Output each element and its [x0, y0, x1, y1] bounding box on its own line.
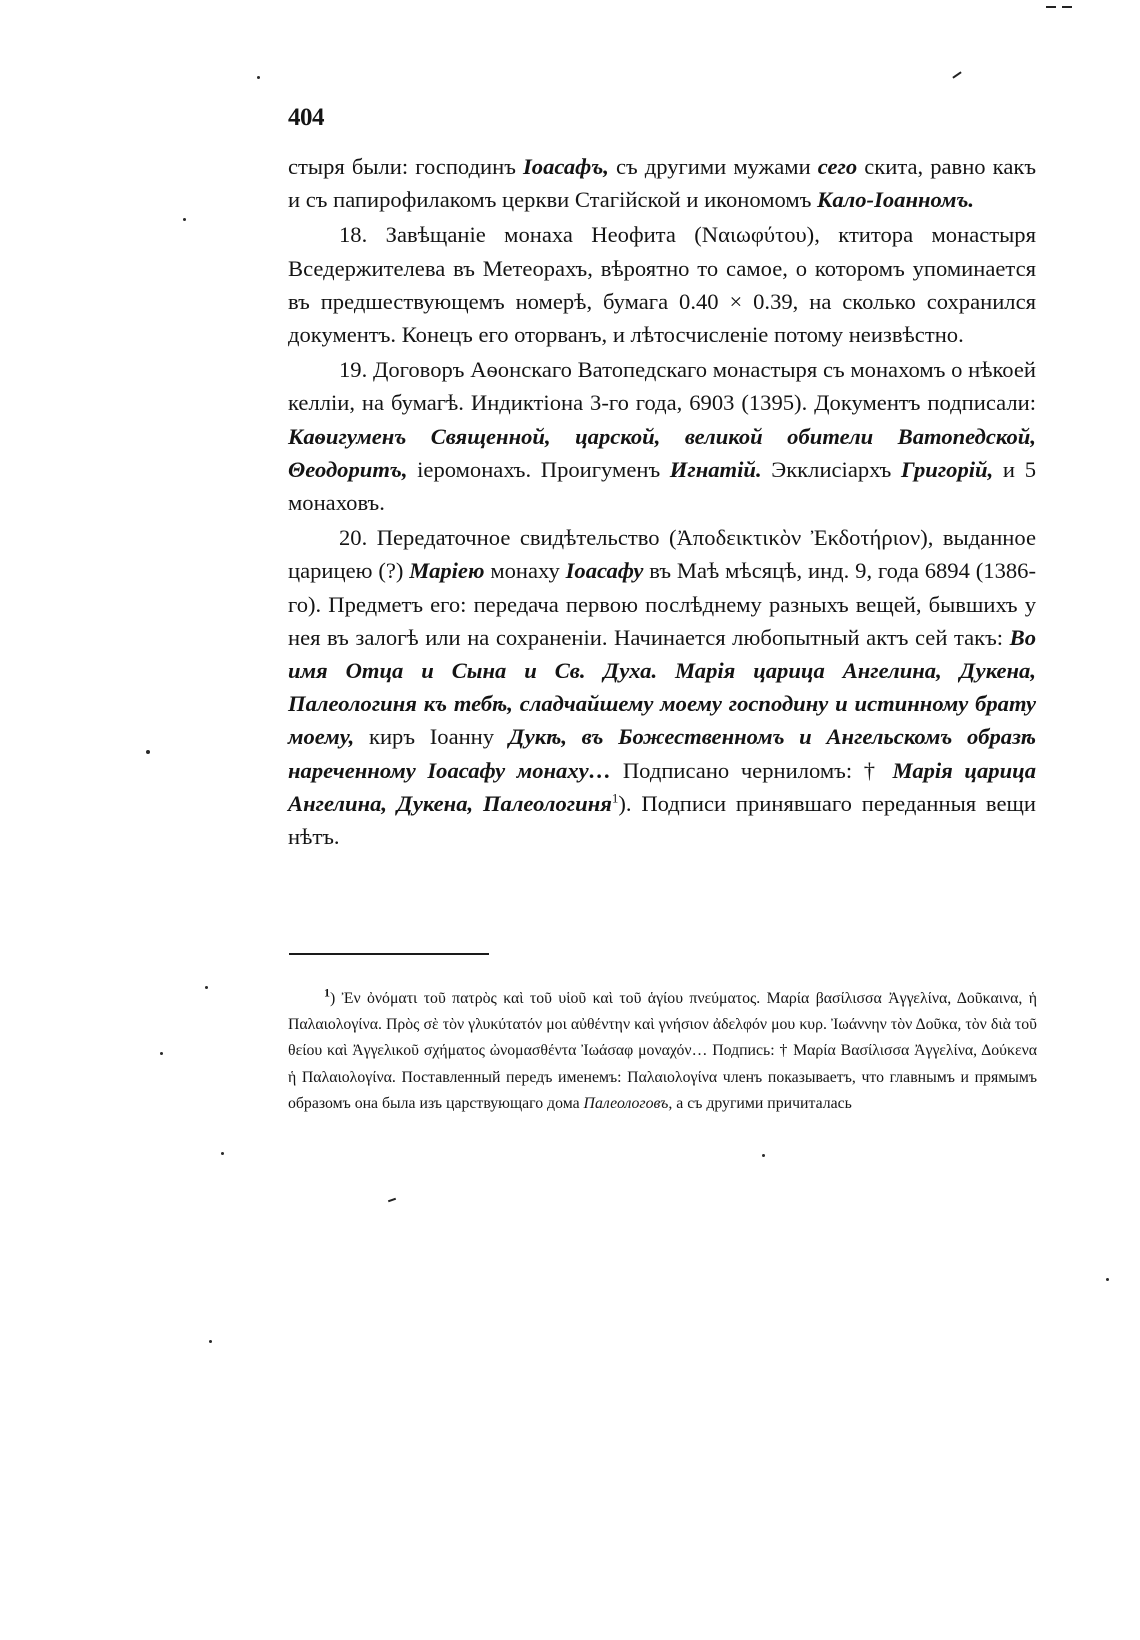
- footnote-divider: [289, 953, 489, 955]
- scan-speck: [257, 76, 260, 79]
- paragraph-continued: стыря были: господинъ Іоасафъ, съ другими мужами сего скита, равно какъ и съ папирофилакомъ церкви Стагійской и икономомъ Кало-Іоанномъ.: [288, 154, 1037, 213]
- footnotes: [288, 986, 1037, 1117]
- footnote-reference: 1: [611, 790, 619, 806]
- scan-speck: [146, 750, 150, 754]
- scan-mark: [1046, 6, 1056, 8]
- scan-speck: [221, 1152, 224, 1155]
- paragraph-item-19: 19. Договоръ Аѳонскаго Ватопедскаго монастыря съ монахомъ о нѣкоей келліи, на бумагѣ. Индиктіона 3-го года, 6903 (1395). Документъ подписали: Каѳигуменъ Священной, царской, великой обители Ватопедской, Θеодоритъ, іеромонахъ. Проигуменъ Игнатій. Экклисіархъ Григорій, и 5 монаховъ.: [288, 357, 1036, 516]
- footnote-marker: 1: [324, 985, 330, 1000]
- paragraph-item-18: 18. Завѣщаніе монаха Неофита (Ναιωφύτου), ктитора монастыря Вседержителева въ Метеорахъ, вѣроятно то самое, о которомъ упоминается въ предшествующемъ номерѣ, бумага 0.40 × 0.39, на сколько сохранился документъ. Конецъ его оторванъ, и лѣтосчисленіе потому неизвѣстно.: [288, 222, 1036, 348]
- scan-speck: [1106, 1278, 1109, 1281]
- scan-mark: [1062, 6, 1072, 8]
- scan-speck: [762, 1154, 765, 1157]
- scan-speck: [183, 218, 186, 221]
- page-number: 404: [288, 104, 324, 131]
- scan-speck: [160, 1052, 163, 1055]
- scan-mark: [388, 1198, 396, 1203]
- scan-speck: [209, 1340, 212, 1343]
- scan-mark: [952, 71, 961, 78]
- paragraph-item-20: 20. Передаточное свидѣтельство (Ἀποδεικτικὸν Ἐκδοτήριον), выданное царицею (?) Маріею монаху Іоасафу въ Маѣ мѣсяцѣ, инд. 9, года 6894 (1386-го). Предметъ его: передача первою послѣднему разныхъ вещей, бывшихъ у нея въ залогѣ или на сохраненіи. Начинается любопытный актъ сей такъ: Во имя Отца и Сына и Св. Духа. Марія царица Ангелина, Дукена, Палеологиня къ тебѣ, сладчайшему моему господину и истинному брату моему, киръ Іоанну Дукѣ, въ Божественномъ и Ангельскомъ образѣ нареченному Іоасафу монаху… Подписано черниломъ: † Марія царица Ангелина, Дукена, Палеологиня$^1$). Подписи принявшаго переданныя вещи нѣтъ.: [288, 525, 1037, 850]
- main-text: [288, 150, 1036, 855]
- scan-speck: [205, 986, 208, 989]
- footnote-1: $^1$) Ἐν ὀνόματι τοῦ πατρὸς καὶ τοῦ υἱοῦ καὶ τοῦ ἁγίου πνεύματος. Μαρία βασίλισσα Ἀγγελίνα, Δοῦκαινα, ἡ Παλαιολογίνα. Πρὸς σὲ τὸν γλυκύτατόν μοι αὐθέντην καὶ γνήσιον ἀδελφόν μου κυρ. Ἰωάννην τὸν Δοῦκα, τὸν διὰ τοῦ θείου καὶ Ἀγγελικοῦ σχήματος ὠνομασθέντα Ἰωάσαφ μοναχόν… Подпись: † Μαρία Βασίλισσα Ἀγγελίνα, Δούκενα ἡ Παλαιολογίνα. Поставленный передъ именемъ: Παλαιολογίνα членъ показываетъ, что главнымъ и прямымъ образомъ она была изъ царствующаго дома Палеологовъ, а съ другими причиталась: [288, 985, 1037, 1112]
